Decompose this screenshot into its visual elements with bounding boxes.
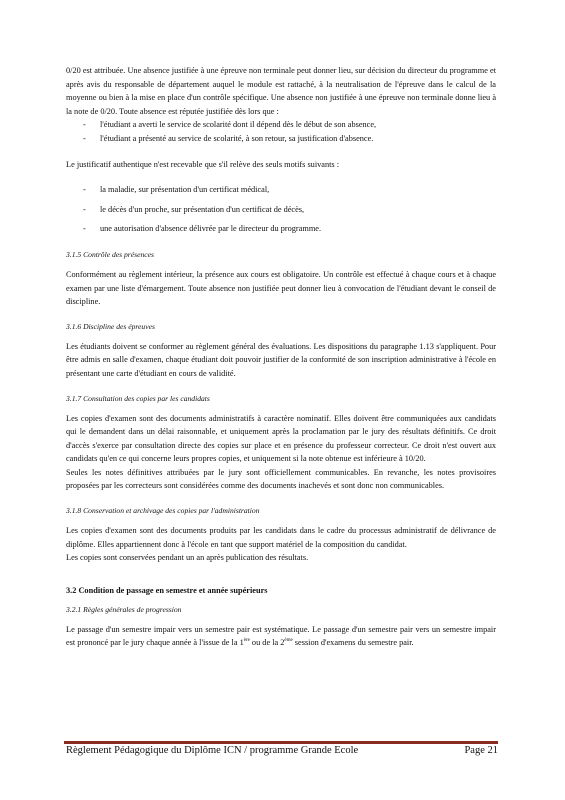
superscript: ème: [284, 638, 293, 644]
justification-conditions-list: [66, 118, 496, 145]
list-item-text: une autorisation d'absence délivrée par le directeur du programme.: [100, 224, 322, 234]
body-text: Le passage d'un semestre impair vers un semestre pair est systématique. Le passage d'un semestre pair vers un semestre impair est prononcé par le jury chaque année à l'issue de la 1: [66, 624, 496, 648]
superscript: ère: [243, 638, 250, 644]
section-body-3-1-5: Conformément au règlement intérieur, la présence aux cours est obligatoire. Un contrôle est effectué à chaque cours et à chaque examen par une liste d'émargement. Toute absence non justifiée peut donner lieu à convocation de l'étudiant devant le conseil de discipline.: [66, 269, 496, 307]
document-page: [66, 64, 496, 650]
section-heading-3-1-5: 3.1.5 Contrôle des présences: [66, 249, 154, 259]
section-heading-3-1-6: 3.1.6 Discipline des épreuves: [66, 321, 155, 331]
list-item-text: l'étudiant a averti le service de scolarité dont il dépend dès le début de son absence,: [100, 120, 377, 130]
list-item: [66, 118, 496, 132]
section-heading-3-1-8: 3.1.8 Conservation et archivage des copies par l'administration: [66, 506, 260, 516]
justification-paragraph: Le justificatif authentique n'est recevable que s'il relève des seuls motifs suivants :: [66, 159, 340, 169]
list-item: [66, 203, 496, 217]
page-footer: [66, 744, 498, 758]
section-body-3-1-7-continued: Seules les notes définitives attribuées par le jury sont officiellement communicables. En revanche, les notes provisoires proposées par les correcteurs sont considérées comme des documents inachevés et sont donc non communicables.: [66, 467, 496, 491]
body-text: ou de la 2: [249, 638, 285, 648]
section-body-3-1-8-continued: Les copies sont conservées pendant un an après publication des résultats.: [66, 553, 309, 563]
dash-bullet-icon: -: [83, 224, 86, 234]
valid-reasons-list: [66, 183, 496, 236]
intro-paragraph: 0/20 est attribuée. Une absence justifiée à une épreuve non terminale peut donner lieu, sur décision du directeur du programme et après avis du responsable de département auquel le module est rattaché, à la neutralisation de l'épreuve dans le calcul de la moyenne ou bien à la mise en place d'un contrôle spécifique. Une absence non justifiée à une épreuve non terminale donne lieu à la note de 0/20. Toute absence est réputée justifiée dès lors que :: [66, 66, 496, 116]
section-body-3-2-1: [66, 623, 496, 650]
section-body-3-1-6: Les étudiants doivent se conformer au règlement général des évaluations. Les dispositions du paragraphe 1.13 s'appliquent. Pour être admis en salle d'examen, chaque étudiant doit pouvoir justifier de la conformité de son inscription administrative à l'école en présentant une carte d'étudiant en cours de validité.: [66, 341, 496, 378]
section-heading-3-2: 3.2 Condition de passage en semestre et année supérieurs: [66, 585, 268, 595]
dash-bullet-icon: -: [83, 204, 86, 214]
section-body-3-1-8: Les copies d'examen sont des documents produits par les candidats dans le cadre du processus administratif de délivrance de diplôme. Elles appartiennent donc à l'école en tant que support matériel de la composition du candidat.: [66, 526, 496, 549]
section-body-3-1-7: Les copies d'examen sont des documents administratifs à caractère nominatif. Elles doivent être communiquées aux candidats qui le demandent dans un délai raisonnable, et uniquement après la proclamation par le jury des résultats définitifs. Ce droit d'accès s'exerce par consultation directe des copies sur place et en présence du professeur correcteur. Ce droit n'est ouvert aux candidats qu'en ce qui concerne leurs propres copies, et uniquement si la note obtenue est inférieure à 10/20.: [66, 413, 496, 464]
list-item: [66, 132, 496, 146]
list-item-text: l'étudiant a présenté au service de scolarité, à son retour, sa justification d'absence.: [100, 133, 374, 143]
list-item: [66, 222, 496, 236]
dash-bullet-icon: -: [83, 120, 86, 130]
page-number: Page 21: [464, 745, 498, 756]
dash-bullet-icon: -: [83, 185, 86, 195]
section-heading-3-1-7: 3.1.7 Consultation des copies par les candidats: [66, 393, 210, 403]
body-text: session d'examens du semestre pair.: [292, 638, 414, 648]
list-item-text: le décès d'un proche, sur présentation d'un certificat de décès,: [100, 204, 305, 214]
list-item-text: la maladie, sur présentation d'un certificat médical,: [100, 185, 270, 195]
section-heading-3-2-1: 3.2.1 Règles générales de progression: [66, 604, 182, 614]
footer-document-title: Règlement Pédagogique du Diplôme ICN / programme Grande Ecole: [66, 745, 359, 756]
dash-bullet-icon: -: [83, 133, 86, 143]
list-item: [66, 183, 496, 197]
